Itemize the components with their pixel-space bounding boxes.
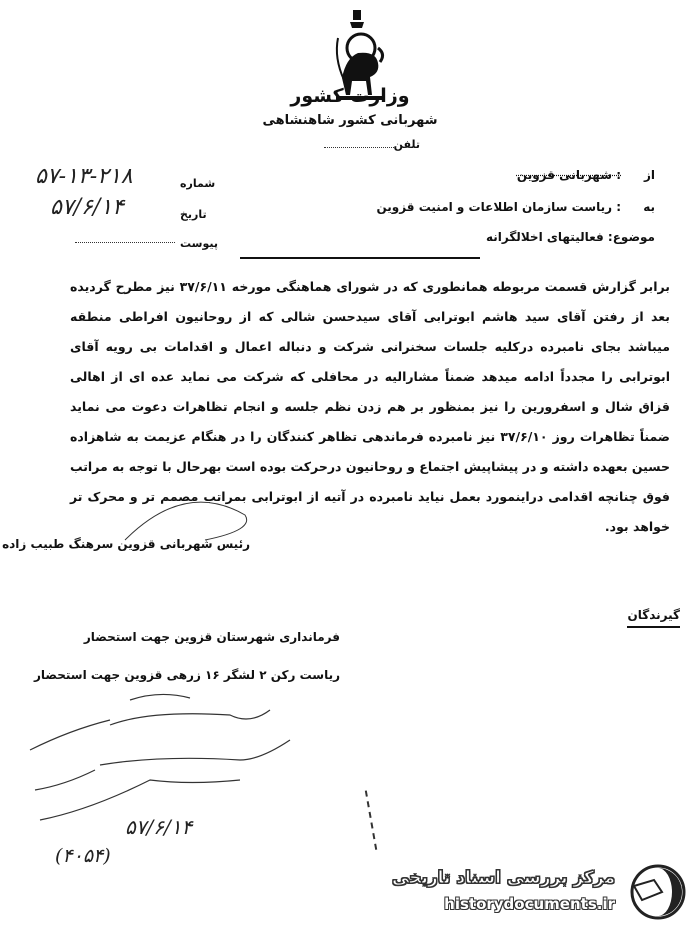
subject-value: فعالیتهای اخلالگرانه bbox=[485, 230, 604, 244]
handwritten-notes bbox=[10, 680, 340, 830]
phone-label: تلفن bbox=[393, 138, 420, 151]
watermark-url: historydocuments.ir bbox=[444, 895, 615, 913]
phone-dots bbox=[324, 139, 394, 148]
attachment-line bbox=[75, 242, 175, 243]
from-label: از bbox=[643, 168, 655, 182]
ministry-title: وزارت کشور bbox=[290, 85, 410, 107]
signature-line: رئیس شهربانی قزوین سرهنگ طبیب زاده bbox=[2, 537, 250, 551]
date-label: تاریخ bbox=[180, 208, 207, 221]
document-center-logo-icon bbox=[628, 862, 688, 922]
stamp-edge bbox=[365, 790, 379, 850]
phone-field bbox=[300, 138, 420, 151]
subject-label: موضوع: bbox=[607, 230, 655, 244]
recipient-item: ریاست رکن ۲ لشگر ۱۶ زرهی قزوین جهت استحضار bbox=[33, 668, 340, 682]
to-row bbox=[376, 200, 655, 214]
number-value: ۵۷-۱۳-۲۱۸ bbox=[35, 164, 133, 189]
watermark-name: مرکز بررسی اسناد تاریخی bbox=[392, 868, 615, 888]
divider-line bbox=[240, 257, 480, 259]
recipients-title: گیرندگان bbox=[627, 608, 680, 628]
attachment-label: پیوست bbox=[180, 237, 218, 250]
department-title: شهربانی کشور شاهنشاهی bbox=[262, 113, 438, 128]
letter-body: برابر گزارش قسمت مربوطه همانطوری که در شورای هماهنگی مورخه ۳۷/۶/۱۱ نیز مطرح گردیده بعد از رفتن آقای سید هاشم ابوترابی آقای سیدحسن شالی که از روحانیون افراطی منطقه میباشد بجای نامبرده درکلیه جلسات سخنرانی شرکت و دنباله اعمال و اقدامات بی رویه آقای ابوترابی را مجدداً ادامه میدهد ضمناً مشارالیه در محافلی که شرکت می نماید عده ای از اهالی قزاق شال و اسفرورین را نیز بمنظور بر هم زدن نظم جلسه و انجام تظاهرات دعوت می نماید ضمناً تظاهرات روز ۳۷/۶/۱۰ نیز نامبرده فرماندهی تظاهر کنندگان را در هنگام عزیمت به شاهزاده حسین بعهده داشته و در پیشاپیش اجتماع و روحانیون درحرکت بوده است بهرحال با توجه به مراتب فوق چنانچه اقدامی دراینمورد بعمل نیاید نامبرده در آتیه از ابوترابی بمراتب مصمم تر و محرک تر خواهد بود. bbox=[70, 279, 670, 534]
subject-row bbox=[486, 230, 655, 244]
number-label: شماره bbox=[180, 177, 216, 190]
from-value: : شهربانی قزوین bbox=[516, 168, 621, 182]
recipient-item: فرمانداری شهرستان قزوین جهت استحضار bbox=[83, 630, 340, 644]
to-label: به bbox=[643, 200, 655, 214]
to-value: : ریاست سازمان اطلاعات و امنیت قزوین bbox=[376, 200, 621, 214]
from-row bbox=[517, 168, 655, 182]
date-value: ۵۷/۶/۱۴ bbox=[50, 195, 124, 220]
handwritten-date: ۵۷/۶/۱۴ bbox=[125, 815, 193, 839]
handwritten-code: (۴۰۵۴) bbox=[55, 845, 111, 867]
